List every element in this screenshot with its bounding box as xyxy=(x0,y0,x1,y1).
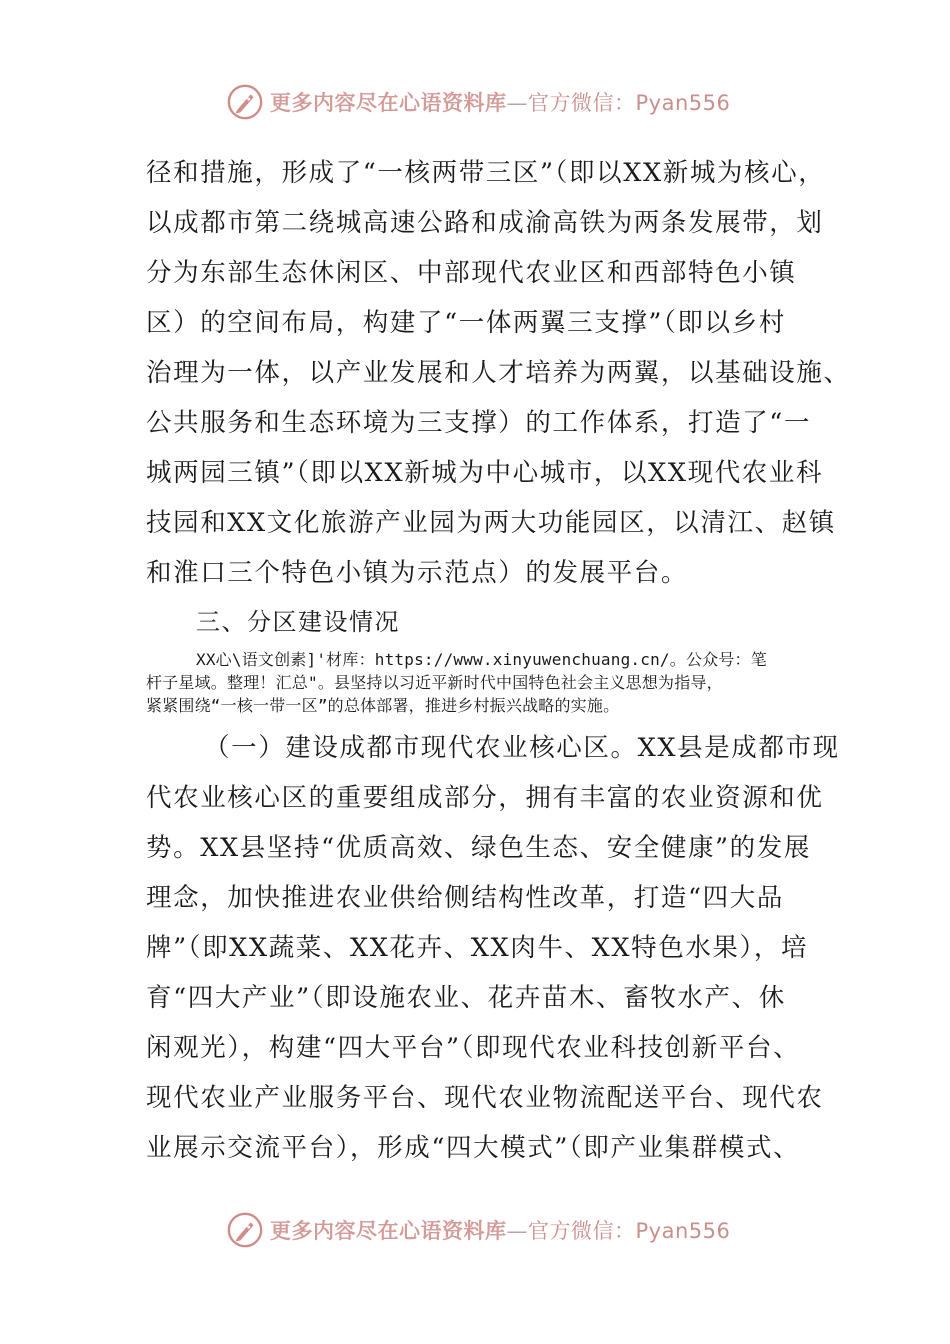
watermark-insert-paragraph xyxy=(146,648,826,717)
banner-text xyxy=(270,1215,730,1245)
small-text-line: XX心\语文创素]'材库：https://www.xinyuwenchuang.cn/。公众号：笔 xyxy=(196,650,767,669)
banner-separator: — xyxy=(506,1219,528,1243)
text-line: 区）的空间布局，构建了“一体两翼三支撑”（即以乡村 xyxy=(146,308,786,338)
text-line: 势。XX县坚持“优质高效、绿色生态、安全健康”的发展 xyxy=(146,833,811,863)
text-line: 闲观光），构建“四大平台”（即现代农业科技创新平台、 xyxy=(146,1033,801,1063)
text-line: 业展示交流平台），形成“四大模式”（即产业集群模式、 xyxy=(146,1133,801,1163)
text-line: 和淮口三个特色小镇为示范点）的发展平台。 xyxy=(146,558,689,588)
paragraph-agriculture-core xyxy=(146,723,840,1173)
text-line: 技园和XX文化旅游产业园为两大功能园区，以清江、赵镇 xyxy=(146,508,836,538)
small-text-line: 杆子星域。整理！汇总"。县坚持以习近平新时代中国特色社会主义思想为指导， xyxy=(146,673,723,692)
text-line: 理念，加快推进农业供给侧结构性改革，打造“四大品 xyxy=(146,883,784,913)
pen-nib-logo-icon xyxy=(226,1211,264,1249)
section-heading: 三、分区建设情况 xyxy=(196,608,400,636)
text-line: 现代农业产业服务平台、现代农业物流配送平台、现代农 xyxy=(146,1083,824,1113)
small-text-line: 紧紧围绕“一核一带一区”的总体部署，推进乡村振兴战略的实施。 xyxy=(146,696,620,715)
text-line: （一）建设成都市现代农业核心区。XX县是成都市现 xyxy=(204,733,840,763)
text-line: 分为东部生态休闲区、中部现代农业区和西部特色小镇 xyxy=(146,258,797,288)
text-line: 城两园三镇”（即以XX新城为中心城市，以XX现代农业科 xyxy=(146,458,824,488)
text-line: 牌”（即XX蔬菜、XX花卉、XX肉牛、XX特色水果），培 xyxy=(146,933,809,963)
footer-banner xyxy=(226,1210,730,1250)
banner-main-text: 更多内容尽在心语资料库 xyxy=(270,1219,507,1243)
banner-text xyxy=(270,87,730,117)
text-line: 径和措施，形成了“一核两带三区”（即以XX新城为核心， xyxy=(146,158,826,188)
document-body xyxy=(146,148,851,1173)
banner-wechat: 官方微信：Pyan556 xyxy=(528,1219,731,1243)
text-line: 育“四大产业”（即设施农业、花卉苗木、畜牧水产、休 xyxy=(146,983,786,1013)
header-banner xyxy=(226,82,730,122)
pen-nib-logo-icon xyxy=(226,83,264,121)
text-line: 以成都市第二绕城高速公路和成渝高铁为两条发展带，划 xyxy=(146,208,824,238)
paragraph-layout-description xyxy=(146,148,851,598)
text-line: 代农业核心区的重要组成部分，拥有丰富的农业资源和优 xyxy=(146,783,824,813)
banner-separator: — xyxy=(506,91,528,115)
text-line: 治理为一体，以产业发展和人才培养为两翼，以基础设施、 xyxy=(146,358,851,388)
banner-main-text: 更多内容尽在心语资料库 xyxy=(270,91,507,115)
text-line: 公共服务和生态环境为三支撑）的工作体系，打造了“一 xyxy=(146,408,812,438)
banner-wechat: 官方微信：Pyan556 xyxy=(528,91,731,115)
